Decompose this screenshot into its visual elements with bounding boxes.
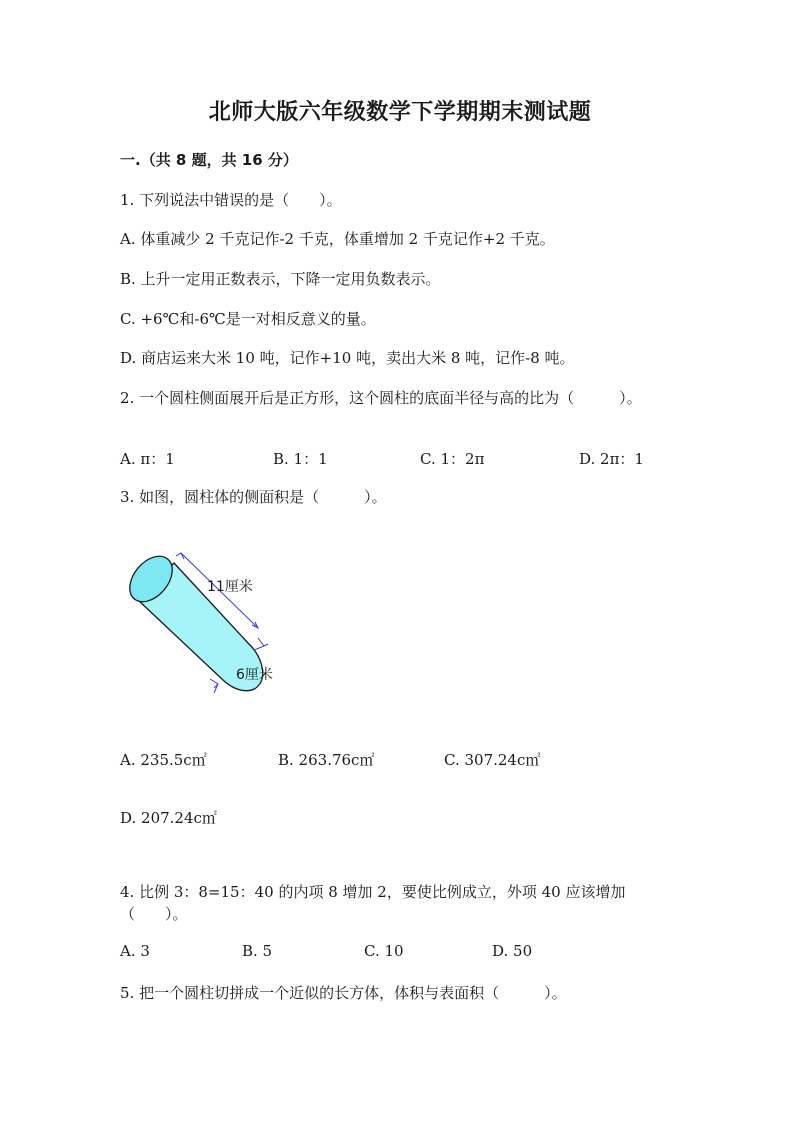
- question-1-option-c: C. +6℃和-6℃是一对相反意义的量。: [120, 310, 376, 328]
- question-3-option-d: D. 207.24c㎡: [120, 809, 217, 827]
- question-2-option-b: B. 1：1: [273, 450, 328, 468]
- question-1-option-a: A. 体重减少 2 千克记作-2 千克，体重增加 2 千克记作+2 千克。: [120, 230, 555, 248]
- question-4-option-a: A. 3: [120, 942, 150, 960]
- question-2-option-c: C. 1：2π: [420, 450, 485, 468]
- question-1-stem: 1. 下列说法中错误的是（ ）。: [120, 191, 342, 209]
- cylinder-figure: [118, 542, 288, 707]
- question-4-option-d: D. 50: [492, 942, 533, 960]
- section-header: 一.（共 8 题，共 16 分）: [120, 151, 298, 169]
- question-3-stem: 3. 如图，圆柱体的侧面积是（ ）。: [120, 488, 387, 506]
- page-title: 北师大版六年级数学下学期期末测试题: [208, 100, 592, 125]
- question-1-option-d: D. 商店运来大米 10 吨，记作+10 吨，卖出大米 8 吨，记作-8 吨。: [120, 349, 575, 367]
- question-4-option-b: B. 5: [242, 942, 273, 960]
- question-3-option-a: A. 235.5c㎡: [120, 751, 207, 769]
- question-2-stem: 2. 一个圆柱侧面展开后是正方形，这个圆柱的底面半径与高的比为（ ）。: [120, 389, 642, 407]
- cylinder-length-label: 11厘米: [207, 579, 253, 595]
- question-3-option-b: B. 263.76c㎡: [278, 751, 375, 769]
- question-3-option-c: C. 307.24c㎡: [444, 751, 541, 769]
- question-2-option-d: D. 2π：1: [579, 450, 644, 468]
- question-4-option-c: C. 10: [364, 942, 404, 960]
- question-5-stem: 5. 把一个圆柱切拼成一个近似的长方体，体积与表面积（ ）。: [120, 984, 567, 1002]
- question-2-option-a: A. π：1: [120, 450, 175, 468]
- question-1-option-b: B. 上升一定用正数表示，下降一定用负数表示。: [120, 270, 441, 288]
- question-4-stem-line-1: 4. 比例 3：8=15：40 的内项 8 增加 2，要使比例成立，外项 40 应该增加: [120, 883, 626, 901]
- question-4-stem-line-2: （ ）。: [120, 905, 188, 923]
- cylinder-diameter-label: 6厘米: [236, 667, 273, 683]
